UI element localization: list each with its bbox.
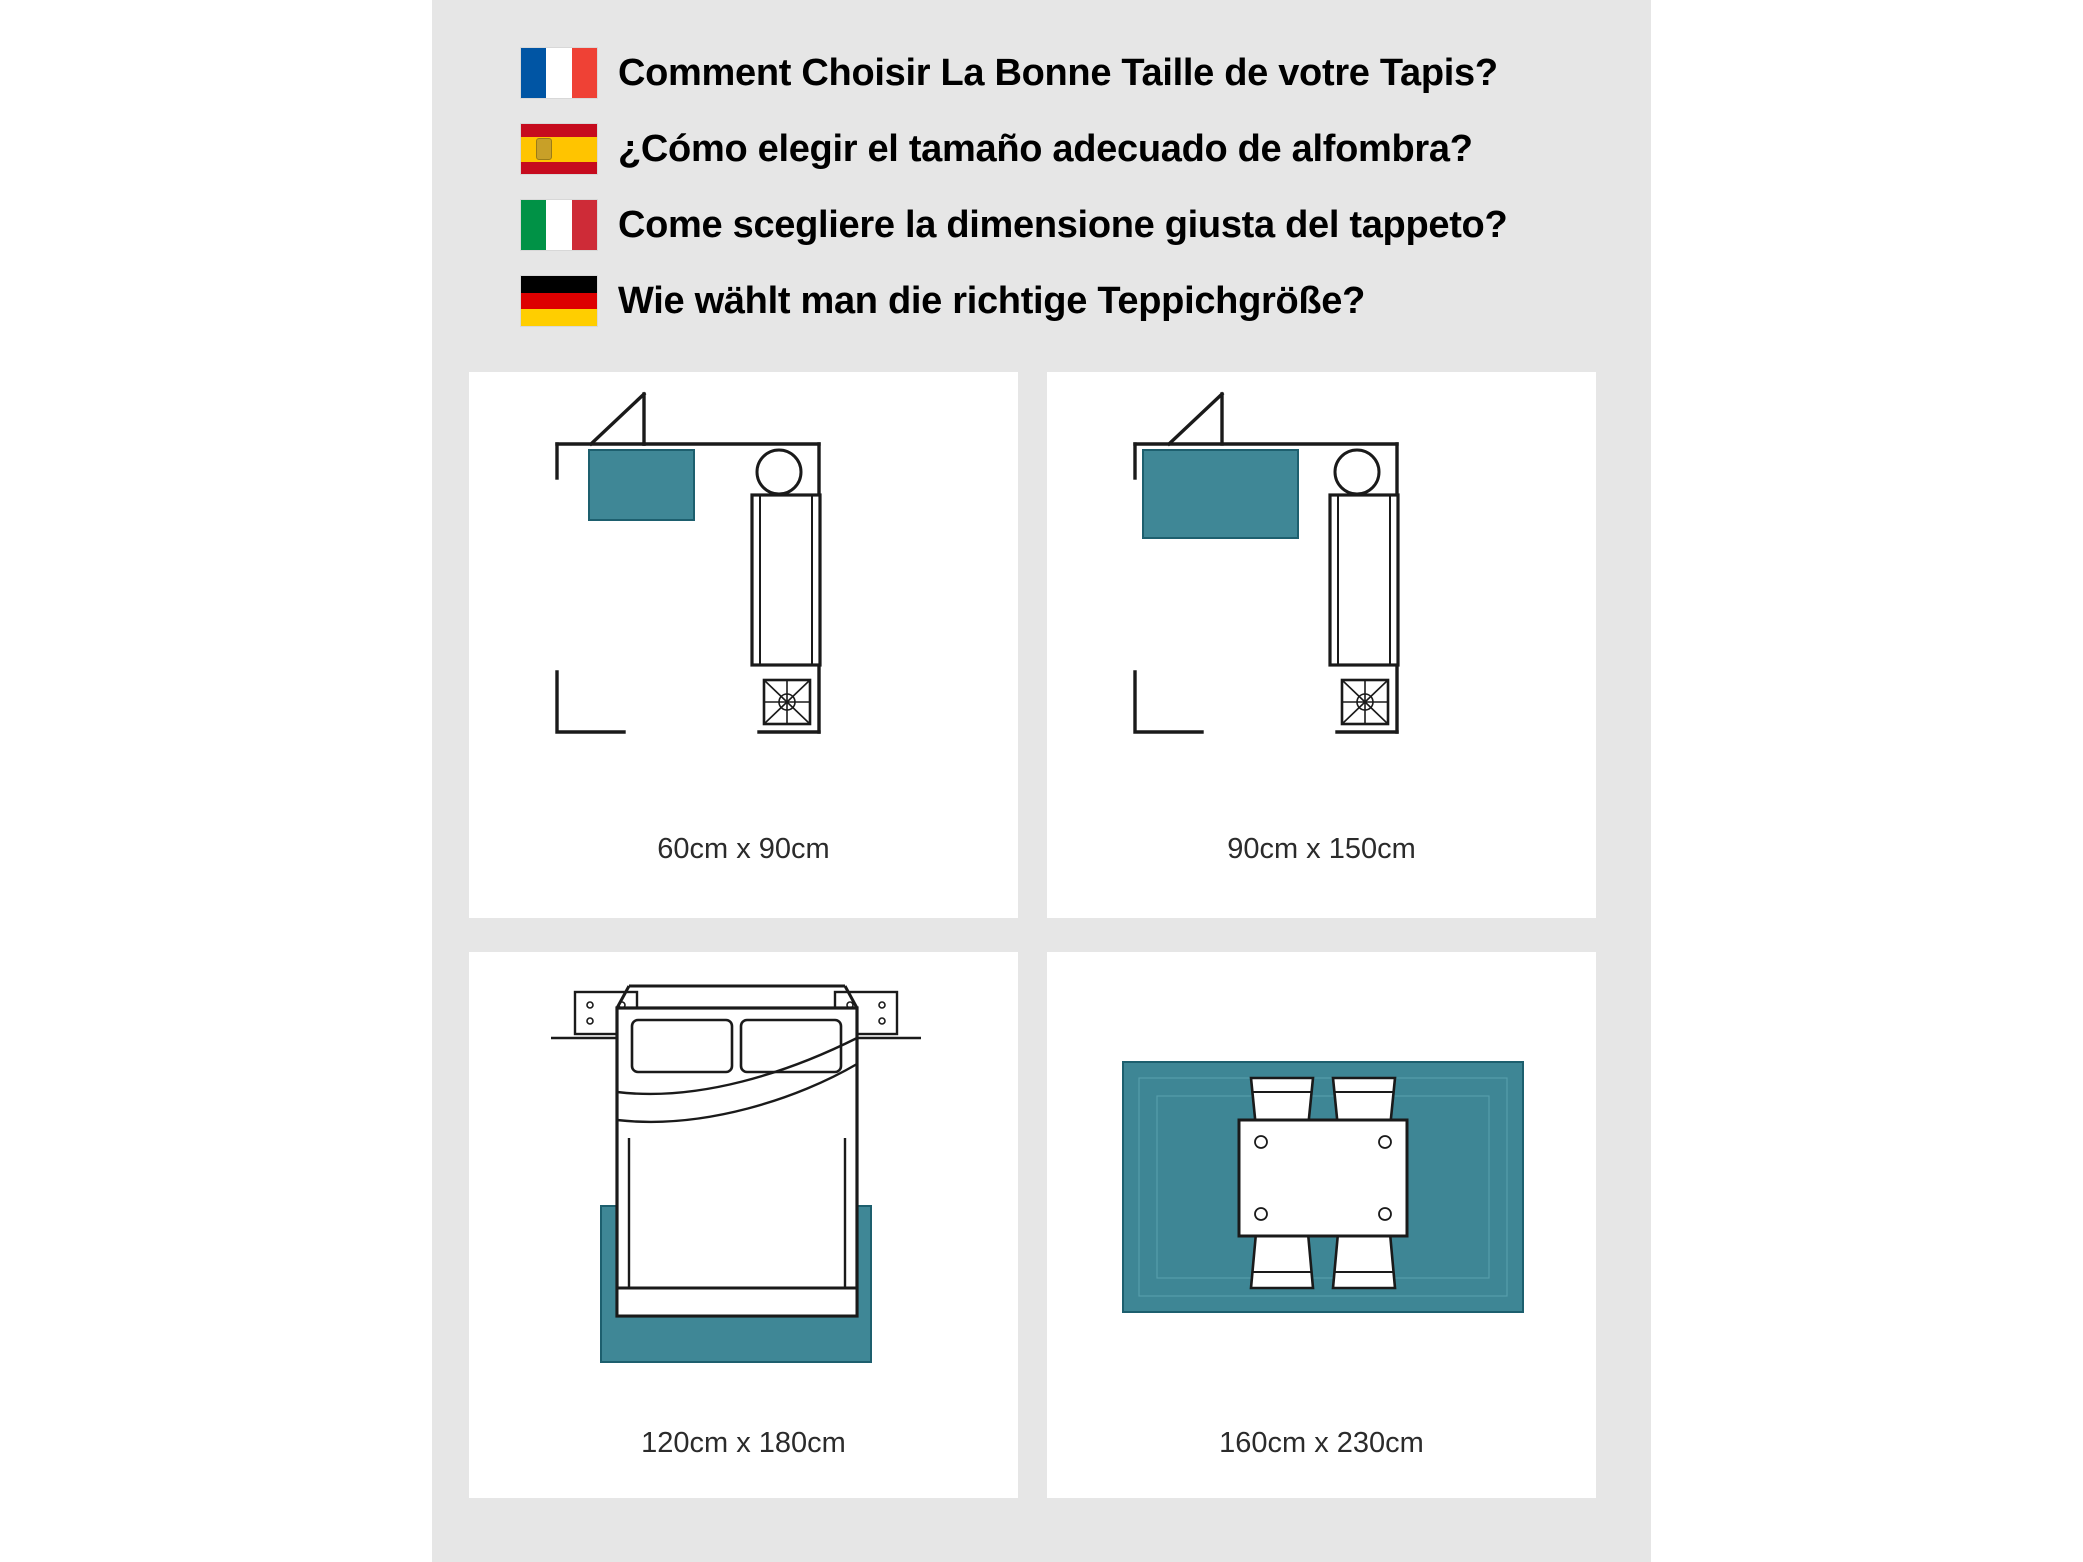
caption-60x90: 60cm x 90cm [657, 833, 830, 865]
heading-row-italian [520, 192, 1590, 258]
diagram-bedroom-foot-of-bed-rug [469, 952, 1018, 1404]
caption-160x230: 160cm x 230cm [1219, 1427, 1424, 1459]
flag-france-icon [520, 47, 598, 99]
size-card-90x150 [1047, 372, 1596, 918]
headings-block [520, 40, 1590, 344]
flag-germany-icon [520, 275, 598, 327]
flag-spain-icon [520, 123, 598, 175]
size-card-120x180 [469, 952, 1018, 1498]
heading-text-spanish: ¿Cómo elegir el tamaño adecuado de alfombra? [618, 127, 1473, 170]
flag-italy-icon [520, 199, 598, 251]
heading-row-spanish [520, 116, 1590, 182]
diagram-bedroom-side-rug-small [469, 372, 1018, 824]
diagram-dining-table-rug [1047, 952, 1596, 1404]
heading-row-german [520, 268, 1590, 334]
heading-text-german: Wie wählt man die richtige Teppichgröße? [618, 279, 1366, 322]
size-card-160x230 [1047, 952, 1596, 1498]
size-card-60x90 [469, 372, 1018, 918]
caption-120x180: 120cm x 180cm [641, 1427, 846, 1459]
caption-90x150: 90cm x 150cm [1227, 833, 1416, 865]
heading-row-french [520, 40, 1590, 106]
heading-text-italian: Come scegliere la dimensione giusta del tappeto? [618, 203, 1508, 246]
heading-text-french: Comment Choisir La Bonne Taille de votre Tapis? [618, 51, 1498, 94]
diagram-bedroom-side-rug-medium [1047, 372, 1596, 824]
